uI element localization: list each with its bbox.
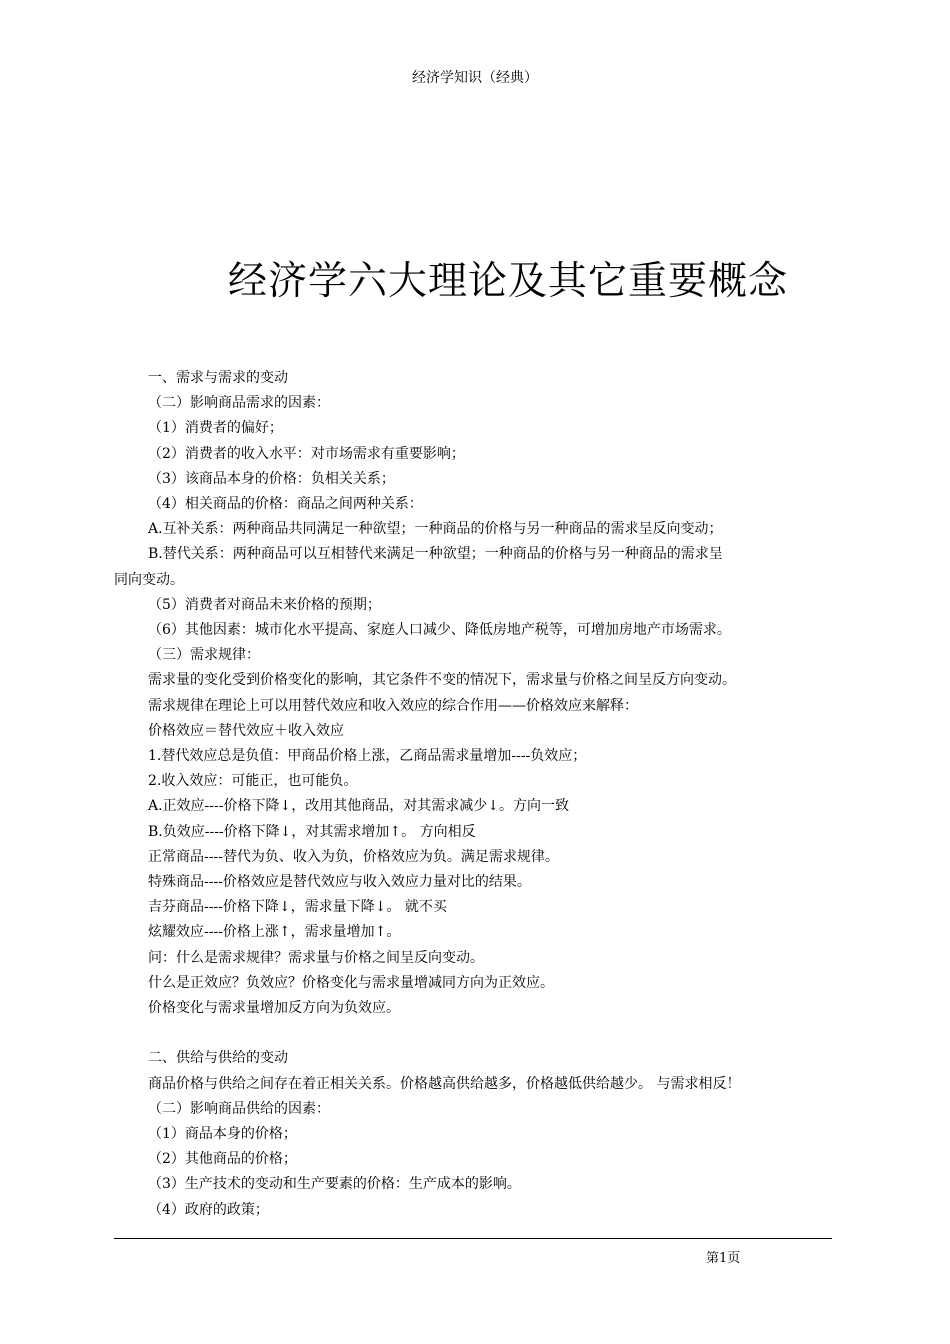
text-line: 什么是正效应？负效应？价格变化与需求量增减同方向为正效应。 <box>148 974 554 991</box>
text-line: 需求规律在理论上可以用替代效应和收入效应的综合作用——价格效应来解释： <box>148 697 638 714</box>
subheading-supply-factors: （二）影响商品供给的因素： <box>148 1100 330 1117</box>
section-heading-demand: 一、需求与需求的变动 <box>148 370 288 386</box>
page-header: 经济学知识（经典） <box>412 70 538 86</box>
section-heading-supply: 二、供给与供给的变动 <box>148 1050 288 1067</box>
text-line: A.正效应----价格下降↓，改用其他商品，对其需求减少↓。方向一致 <box>148 798 569 815</box>
text-line-continuation: 同向变动。 <box>114 571 184 588</box>
text-line: 正常商品----替代为负、收入为负，价格效应为负。满足需求规律。 <box>148 848 559 865</box>
text-line: 价格变化与需求量增加反方向为负效应。 <box>148 1000 400 1017</box>
text-line: 需求量的变化受到价格变化的影响，其它条件不变的情况下，需求量与价格之间呈反方向变动。 <box>148 672 736 689</box>
text-line: 商品价格与供给之间存在着正相关关系。价格越高供给越多，价格越低供给越少。 与需求相反！ <box>148 1075 741 1092</box>
text-line: （1）消费者的偏好； <box>148 420 283 437</box>
page-number: 第1页 <box>706 1251 741 1266</box>
text-line: 特殊商品----价格效应是替代效应与收入效应力量对比的结果。 <box>148 874 531 891</box>
text-line: 吉芬商品----价格下降↓，需求量下降↓。 就不买 <box>148 899 447 916</box>
text-line: B.负效应----价格下降↓，对其需求增加↑。 方向相反 <box>148 823 476 840</box>
text-line: 2.收入效应：可能正，也可能负。 <box>148 773 358 790</box>
text-line: 价格效应＝替代效应＋收入效应 <box>148 722 344 739</box>
text-line: 炫耀效应----价格上涨↑，需求量增加↑。 <box>148 924 401 941</box>
text-line: 问：什么是需求规律？需求量与价格之间呈反向变动。 <box>148 949 484 966</box>
subheading-demand-law: （三）需求规律： <box>148 647 260 664</box>
subheading-demand-factors: （二）影响商品需求的因素： <box>148 395 330 412</box>
document-title: 经济学六大理论及其它重要概念 <box>228 259 789 304</box>
text-line: （2）消费者的收入水平：对市场需求有重要影响； <box>148 445 465 462</box>
text-line: （1）商品本身的价格； <box>148 1126 297 1143</box>
text-line: （5）消费者对商品未来价格的预期； <box>148 596 381 613</box>
text-line: （3）生产技术的变动和生产要素的价格：生产成本的影响。 <box>148 1176 521 1193</box>
text-line: （4）政府的政策； <box>148 1201 269 1218</box>
text-line: B.替代关系：两种商品可以互相替代来满足一种欲望；一种商品的价格与另一种商品的需求呈 <box>148 546 723 563</box>
text-line: A.互补关系：两种商品共同满足一种欲望；一种商品的价格与另一种商品的需求呈反向变动； <box>148 521 723 538</box>
text-line: （6）其他因素：城市化水平提高、家庭人口减少、降低房地产税等，可增加房地产市场需求。 <box>148 622 731 639</box>
footer-divider <box>114 1238 832 1239</box>
document-body <box>114 366 836 1223</box>
text-line: 1.替代效应总是负值：甲商品价格上涨，乙商品需求量增加----负效应； <box>148 748 587 765</box>
text-line: （4）相关商品的价格：商品之间两种关系： <box>148 496 423 513</box>
text-line: （2）其他商品的价格； <box>148 1151 297 1168</box>
text-line: （3）该商品本身的价格：负相关关系； <box>148 470 395 487</box>
blank-line <box>114 1021 836 1046</box>
